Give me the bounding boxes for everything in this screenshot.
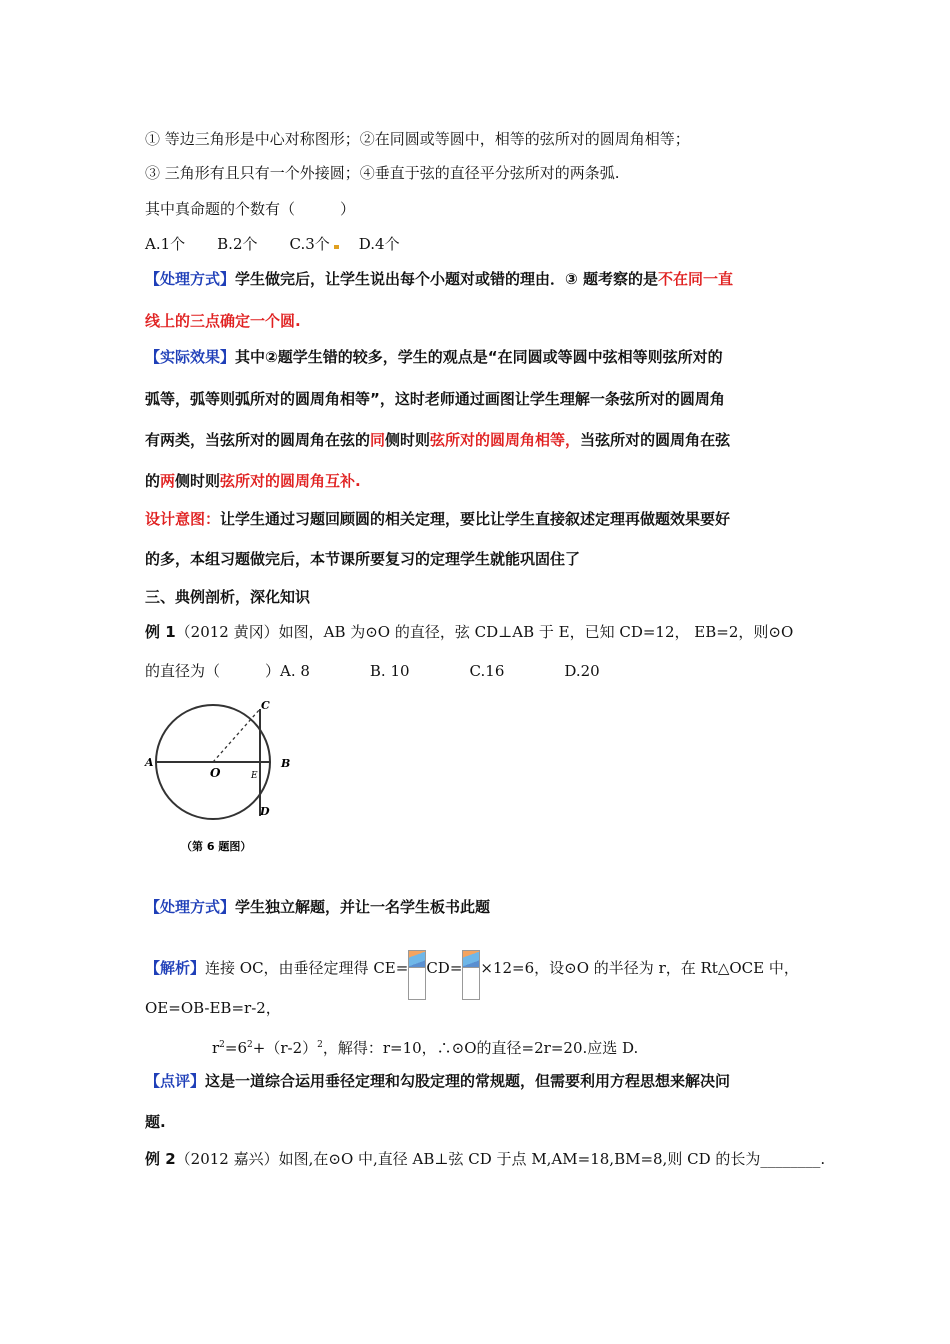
eq-sup-3: 2 xyxy=(317,1040,323,1050)
options-line xyxy=(145,234,400,254)
effect-same-side: 同 xyxy=(370,431,386,449)
label-e: E xyxy=(251,771,258,781)
example-1-line-2: 的直径为（ ）A. 8 B. 10 C.16 D.20 xyxy=(145,662,600,680)
eq-solution: ，解得：r=10，∴⊙O的直径=2r=20.应选 D. xyxy=(322,1039,639,1057)
comment-line-2: 题. xyxy=(145,1113,166,1131)
option-b: B.2个 xyxy=(217,235,258,253)
analysis-line-2: OE=OB-EB=r-2， xyxy=(145,999,281,1017)
circle-figure xyxy=(143,693,323,863)
effect-text-4c: 侧时则 xyxy=(175,472,221,490)
effect-both-sides: 两 xyxy=(160,472,176,490)
example-1-tag: 例 1 xyxy=(145,623,176,641)
comment-line-1 xyxy=(145,1071,730,1091)
eq-sup-1: 2 xyxy=(219,1040,225,1050)
comment-text: 这是一道综合运用垂径定理和勾股定理的常规题，但需要利用方程思想来解决问 xyxy=(205,1072,731,1090)
label-d: D xyxy=(260,805,270,818)
fraction-image-icon xyxy=(408,950,426,1000)
effect-angles-equal: 弦所对的圆周角相等， xyxy=(430,431,581,449)
orange-mark xyxy=(334,245,339,249)
eq-rest: +（r-2） xyxy=(252,1039,318,1057)
fraction-image-icon xyxy=(462,950,480,1000)
eq-six: =6 xyxy=(224,1039,248,1057)
intent-text-1: 让学生通过习题回顾圆的相关定理，要比让学生直接叙述定理再做题效果要好 xyxy=(220,510,731,528)
segment-oc xyxy=(213,709,260,762)
example-2-line xyxy=(145,1149,825,1169)
analysis-text-c: ×12=6，设⊙O 的半径为 r，在 Rt△OCE 中， xyxy=(480,959,799,977)
analysis-line-3 xyxy=(212,1035,638,1058)
effect-line-1 xyxy=(145,347,723,367)
effect-text-1: 其中②题学生错的较多，学生的观点是“在同圆或等圆中弦相等则弦所对的 xyxy=(235,348,723,366)
label-o: O xyxy=(210,766,221,780)
comment-tag: 【点评】 xyxy=(145,1072,206,1090)
analysis-text-a: 连接 OC，由垂径定理得 CE= xyxy=(205,959,409,977)
analysis-line-1 xyxy=(145,944,799,994)
effect-line-4 xyxy=(145,471,361,491)
process-text: 学生独立解题，并让一名学生板书此题 xyxy=(235,898,491,916)
method-tag: 【处理方式】 xyxy=(145,270,236,288)
effect-line-3 xyxy=(145,430,730,450)
eq-sup-2: 2 xyxy=(247,1040,253,1050)
effect-text-3c: 侧时则 xyxy=(385,431,431,449)
proposition-line-1: ① 等边三角形是中心对称图形；②在同圆或等圆中，相等的弦所对的圆周角相等； xyxy=(145,130,690,148)
option-c: C.3个 xyxy=(289,235,330,253)
example-1-line-1 xyxy=(145,622,793,642)
example-2-text: （2012 嘉兴）如图,在⊙O 中,直径 AB⊥弦 CD 于点 M,AM=18,BM=8,则 CD 的长为________. xyxy=(175,1150,826,1168)
eq-r: r xyxy=(212,1039,220,1057)
intent-line-2 xyxy=(145,549,580,569)
intent-tag: 设计意图： xyxy=(145,510,221,528)
effect-text-3a: 有两类，当弦所对的圆周角在弦的 xyxy=(145,431,371,449)
intent-line-1 xyxy=(145,509,730,529)
method-line-1 xyxy=(145,269,733,289)
method-text: 学生做完后，让学生说出每个小题对或错的理由．③ 题考察的是 xyxy=(235,270,658,288)
label-a: A xyxy=(145,756,154,769)
figure-caption: （第 6 题图） xyxy=(181,840,252,853)
question-stem: 其中真命题的个数有（ ） xyxy=(145,200,356,218)
method-highlight-2: 线上的三点确定一个圆. xyxy=(145,312,301,330)
label-c: C xyxy=(261,699,270,712)
effect-tag: 【实际效果】 xyxy=(145,348,236,366)
intent-text-2: 的多，本组习题做完后，本节课所要复习的定理学生就能巩固住了 xyxy=(145,550,581,568)
example-2-tag: 例 2 xyxy=(145,1150,176,1168)
effect-text-3e: 当弦所对的圆周角在弦 xyxy=(580,431,731,449)
option-d: D.4个 xyxy=(358,235,400,253)
example-1-text: （2012 黄冈）如图，AB 为⊙O 的直径，弦 CD⊥AB 于 E，已知 CD=12， EB=2，则⊙O xyxy=(175,623,794,641)
section-heading: 三、典例剖析，深化知识 xyxy=(145,588,311,606)
effect-line-2: 弧等，弧等则弧所对的圆周角相等”，这时老师通过画图让学生理解一条弦所对的圆周角 xyxy=(145,390,725,408)
analysis-text-b: CD= xyxy=(426,959,463,977)
process-tag: 【处理方式】 xyxy=(145,898,236,916)
effect-angles-supplementary: 弦所对的圆周角互补. xyxy=(220,472,361,490)
analysis-tag: 【解析】 xyxy=(145,959,206,977)
process-line xyxy=(145,897,490,917)
label-b: B xyxy=(281,757,291,770)
proposition-line-2: ③ 三角形有且只有一个外接圆；④垂直于弦的直径平分弦所对的两条弧. xyxy=(145,164,620,182)
option-a: A.1个 xyxy=(145,235,186,253)
method-highlight-1: 不在同一直 xyxy=(657,270,733,288)
effect-text-4a: 的 xyxy=(145,472,161,490)
